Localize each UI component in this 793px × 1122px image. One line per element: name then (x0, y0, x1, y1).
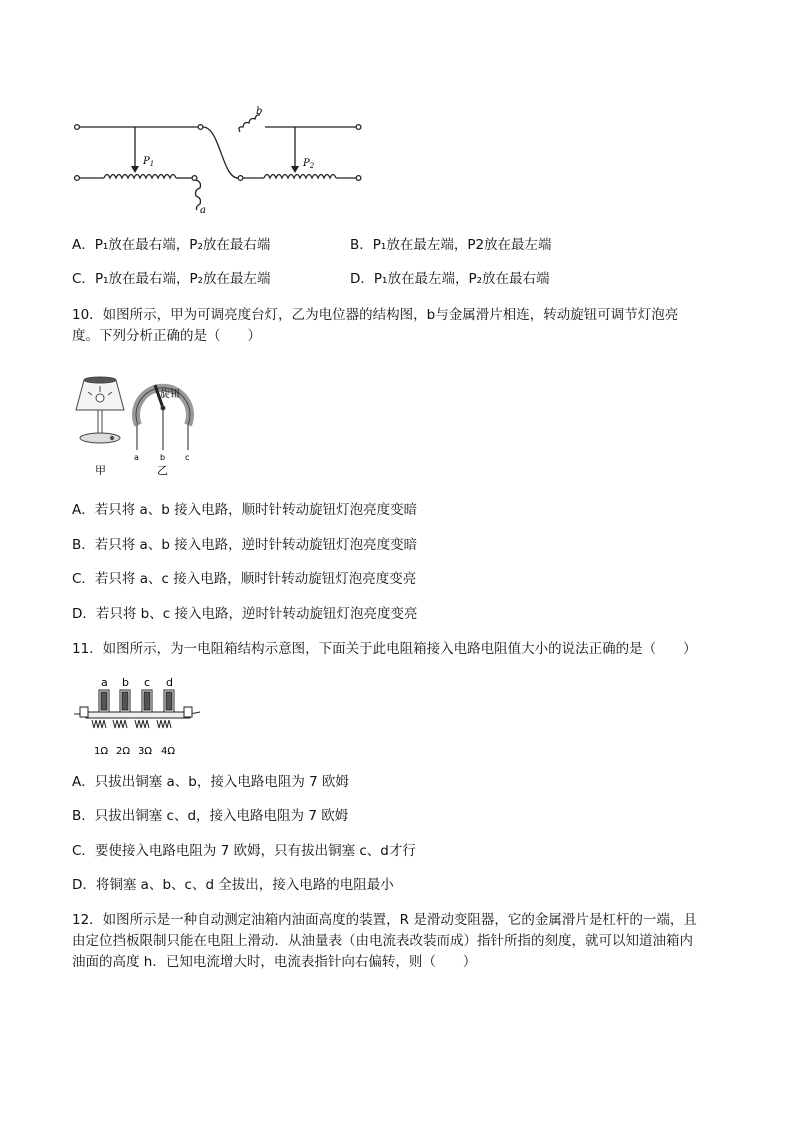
q12-stem-line3: 油面的高度 h．已知电流增大时，电流表指针向右偏转，则（ ） (72, 954, 477, 970)
q10-label-jia: 甲 (95, 464, 106, 477)
q9-label-p2: $P_2$ (303, 158, 315, 170)
q10-lead-a: a (134, 453, 139, 462)
q10-stem-line1: 10．如图所示，甲为可调亮度台灯，乙为电位器的结构图，b与金属滑片相连，转动旋钮可调节灯泡亮 (72, 307, 679, 323)
q9-option-c: C．P₁放在最右端，P₂放在最左端 (72, 271, 271, 287)
q10-stem-line2: 度。下列分析正确的是（ ） (72, 328, 261, 344)
q11-plug-c: c (144, 676, 151, 689)
q10-label-yi: 乙 (157, 464, 168, 477)
q11-option-d: D．将铜塞 a、b、c、d 全拔出，接入电路的电阻最小 (72, 877, 394, 893)
q11-res-3: 3Ω (138, 746, 153, 757)
q9-option-b: B．P₁放在最左端，P2放在最左端 (350, 237, 552, 253)
q9-option-d: D．P₁放在最左端，P₂放在最右端 (350, 271, 550, 287)
q10-knob-label: 旋钮 (160, 389, 180, 400)
q11-res-4: 4Ω (161, 746, 176, 757)
q11-stem: 11．如图所示，为一电阻箱结构示意图，下面关于此电阻箱接入电路电阻值大小的说法正确的是（ ） (72, 641, 697, 657)
q11-res-2: 2Ω (116, 746, 131, 757)
q9-option-a: A．P₁放在最右端，P₂放在最右端 (72, 237, 271, 253)
q9-label-b: b (256, 106, 263, 117)
q11-plug-b: b (122, 676, 129, 689)
q11-res-1: 1Ω (94, 746, 109, 757)
q10-lamp-potentiometer-figure (72, 370, 222, 480)
q9-label-p1: $P_1$ (143, 156, 155, 168)
q11-option-b: B．只拔出铜塞 c、d，接入电路电阻为 7 欧姆 (72, 808, 349, 824)
q10-lead-c: c (185, 453, 190, 462)
q10-lead-b: b (160, 453, 166, 462)
q12-stem-line1: 12．如图所示是一种自动测定油箱内油面高度的装置，R 是滑动变阻器，它的金属滑片是杠杆的一端，且 (72, 912, 697, 928)
q9-label-a: a (200, 205, 206, 216)
q9-circuit-figure (70, 100, 370, 220)
q12-stem-line2: 由定位挡板限制只能在电阻上滑动．从油量表（由电流表改装而成）指针所指的刻度，就可以知道油箱内 (72, 933, 693, 949)
q10-option-b: B．若只将 a、b 接入电路，逆时针转动旋钮灯泡亮度变暗 (72, 537, 418, 553)
q10-option-d: D．若只将 b、c 接入电路，逆时针转动旋钮灯泡亮度变亮 (72, 606, 418, 622)
q10-option-a: A．若只将 a、b 接入电路，顺时针转动旋钮灯泡亮度变暗 (72, 502, 418, 518)
q11-option-a: A．只拔出铜塞 a、b，接入电路电阻为 7 欧姆 (72, 774, 350, 790)
q11-option-c: C．要使接入电路电阻为 7 欧姆，只有拔出铜塞 c、d才行 (72, 843, 416, 859)
q10-option-c: C．若只将 a、c 接入电路，顺时针转动旋钮灯泡亮度变亮 (72, 571, 417, 587)
q11-resistance-box-figure (72, 674, 207, 760)
q11-plug-d: d (166, 676, 173, 689)
q11-plug-a: a (101, 676, 108, 689)
